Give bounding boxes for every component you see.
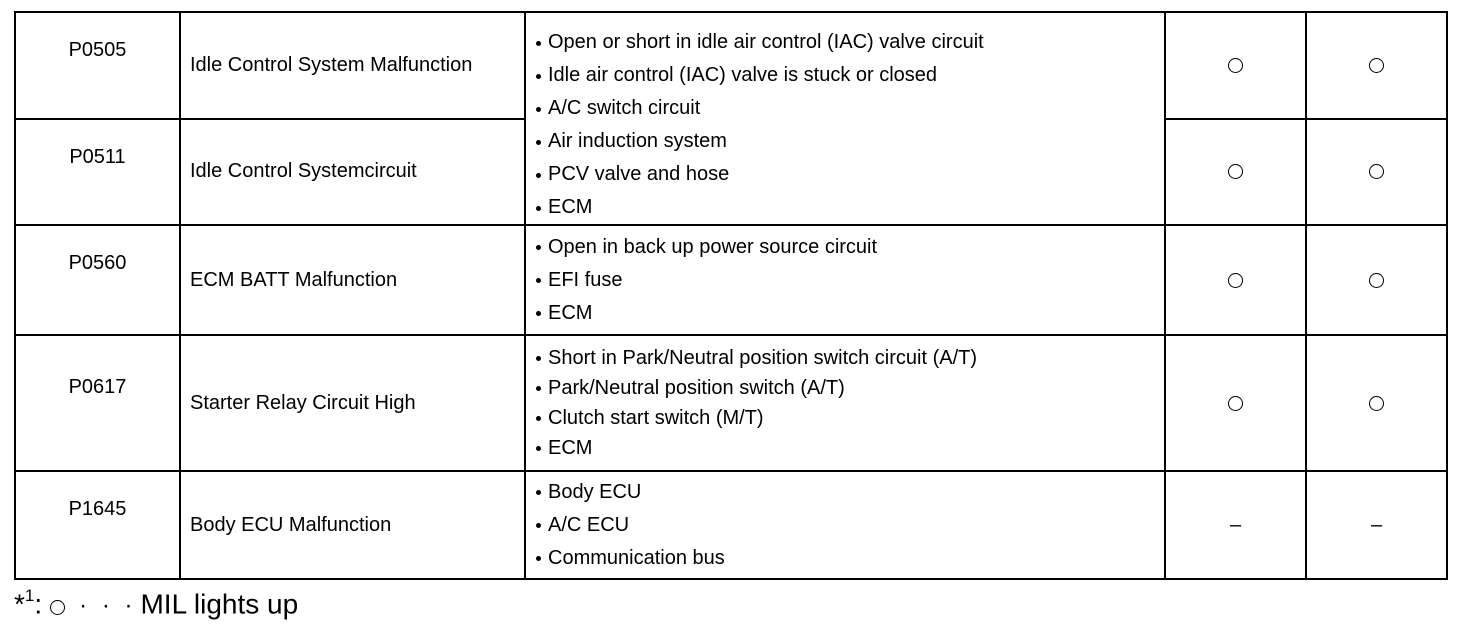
trouble-area-item: A/C ECU [535, 509, 1164, 542]
mil-cell [1165, 119, 1306, 226]
trouble-area-item: Idle air control (IAC) valve is stuck or closed [535, 59, 1164, 92]
memory-cell [1306, 12, 1447, 119]
memory-cell [1306, 119, 1447, 226]
dtc-code-cell [15, 225, 180, 335]
trouble-area-item: ECM [535, 191, 1164, 224]
footnote-dots: · · · [79, 592, 137, 620]
dash-mark: – [1229, 513, 1242, 536]
dtc-code-cell [15, 471, 180, 579]
dtc-code-cell [15, 12, 180, 119]
dtc-code: P0511 [69, 145, 126, 168]
circle-mark-icon [1228, 396, 1243, 411]
memory-cell [1306, 335, 1447, 471]
circle-mark-icon [1228, 273, 1243, 288]
dtc-code: P0505 [68, 39, 127, 61]
detection-item: Idle Control Systemcircuit [190, 160, 417, 183]
circle-mark-icon [1369, 58, 1384, 73]
footnote [14, 578, 298, 626]
circle-mark-icon [50, 600, 65, 615]
detection-item-cell [180, 471, 525, 579]
trouble-area-list [535, 26, 1164, 224]
memory-cell [1306, 225, 1447, 335]
trouble-area-list [535, 231, 1164, 330]
circle-mark-icon [1369, 164, 1384, 179]
dtc-code: P1645 [68, 498, 127, 520]
trouble-area-item: PCV valve and hose [535, 158, 1164, 191]
trouble-area-item: Short in Park/Neutral position switch circuit (A/T) [535, 343, 1164, 373]
mil-cell [1165, 471, 1306, 579]
trouble-area-item: EFI fuse [535, 264, 1164, 297]
footnote-text: MIL lights up [140, 588, 299, 620]
dtc-code-cell [15, 335, 180, 471]
trouble-area-item: Park/Neutral position switch (A/T) [535, 373, 1164, 403]
detection-item: Body ECU Malfunction [190, 513, 392, 536]
detection-item: Idle Control System Malfunction [190, 53, 473, 76]
circle-mark-icon [1369, 396, 1384, 411]
footnote-ref-number: 1 [24, 586, 35, 605]
trouble-area-item: ECM [535, 297, 1164, 330]
detection-item-cell [180, 12, 525, 119]
trouble-area-cell [525, 471, 1165, 579]
detection-item-cell [180, 119, 525, 226]
table-row [15, 225, 1447, 335]
trouble-area-item: ECM [535, 433, 1164, 463]
dtc-code: P0560 [68, 252, 127, 274]
trouble-area-item: Open in back up power source circuit [535, 231, 1164, 264]
table-row [15, 471, 1447, 579]
trouble-area-cell [525, 225, 1165, 335]
table-row [15, 12, 1447, 119]
dtc-code-cell [15, 119, 180, 226]
dtc-code: P0617 [68, 376, 127, 398]
trouble-area-list [535, 343, 1164, 463]
trouble-area-item: A/C switch circuit [535, 92, 1164, 125]
detection-item: Starter Relay Circuit High [190, 391, 416, 414]
table-row [15, 335, 1447, 471]
trouble-area-item: Air induction system [535, 125, 1164, 158]
trouble-area-item: Clutch start switch (M/T) [535, 403, 1164, 433]
circle-mark-icon [1228, 58, 1243, 73]
memory-cell [1306, 471, 1447, 579]
circle-mark-icon [1228, 164, 1243, 179]
trouble-area-cell [525, 12, 1165, 225]
mil-cell [1165, 12, 1306, 119]
trouble-area-list [535, 476, 1164, 575]
trouble-area-item: Body ECU [535, 476, 1164, 509]
trouble-area-item: Open or short in idle air control (IAC) valve circuit [535, 26, 1164, 59]
footnote-colon: : [34, 588, 43, 620]
footnote-ref: * [14, 588, 25, 620]
trouble-area-cell [525, 335, 1165, 471]
circle-mark-icon [1369, 273, 1384, 288]
mil-cell [1165, 335, 1306, 471]
dash-mark: – [1370, 513, 1383, 536]
detection-item-cell [180, 335, 525, 471]
detection-item-cell [180, 225, 525, 335]
trouble-area-item: Communication bus [535, 542, 1164, 575]
mil-cell [1165, 225, 1306, 335]
dtc-table [14, 11, 1448, 580]
detection-item: ECM BATT Malfunction [190, 268, 398, 291]
